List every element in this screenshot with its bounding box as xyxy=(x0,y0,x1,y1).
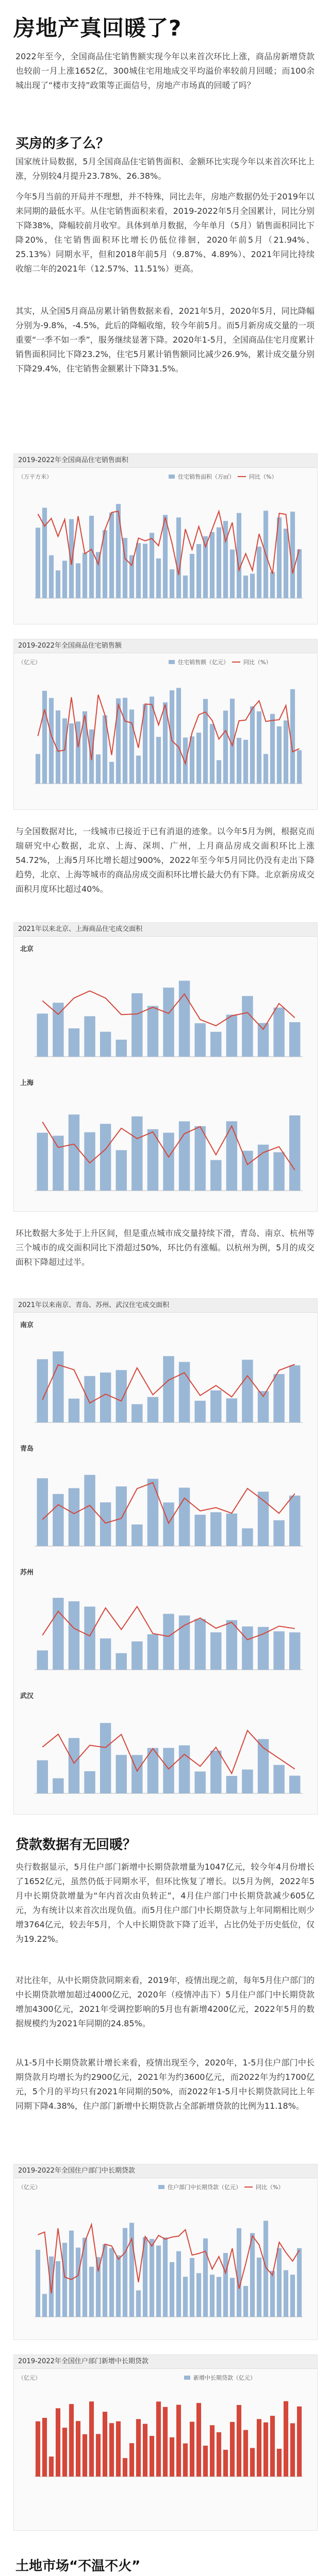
bar xyxy=(223,2253,228,2317)
bar-series xyxy=(37,1723,301,1793)
bar xyxy=(190,554,194,598)
bar xyxy=(190,2258,194,2317)
bar xyxy=(217,760,221,784)
legend-bar-label: 住宅销售额（亿元） xyxy=(178,659,229,666)
bar xyxy=(163,1133,174,1191)
bar xyxy=(62,718,67,784)
bar xyxy=(273,1631,284,1670)
bar xyxy=(190,736,194,784)
city-label-qingdao: 青岛 xyxy=(20,1445,34,1453)
bar xyxy=(242,1626,253,1670)
para-after-chart3: 环比数据大多处于上升区间，但是重点城市成交量持续下滑，青岛、南京、杭州等三个城市的成交面积同比下滑超过50%，环比仍有涨幅。以杭州为例，5月的成交面积下降超过过半。 xyxy=(15,1228,315,1267)
bar xyxy=(84,1132,95,1191)
bar xyxy=(123,2228,127,2317)
bar xyxy=(37,1650,48,1670)
bar xyxy=(163,515,168,598)
city-label-wuhan: 武汉 xyxy=(20,1692,34,1700)
bar xyxy=(56,2261,60,2317)
bar xyxy=(194,1771,205,1793)
bar-series xyxy=(37,1598,301,1670)
bar xyxy=(37,1133,48,1191)
bar xyxy=(170,2262,174,2317)
bar xyxy=(129,2443,134,2477)
bar xyxy=(230,2422,235,2477)
bar xyxy=(250,2233,255,2317)
bar xyxy=(277,726,282,784)
bar xyxy=(37,1478,48,1546)
chart-header: 2019-2022年全国住户部门中长期贷款 xyxy=(14,2164,317,2178)
bar xyxy=(290,2275,295,2317)
chart-svg-qingdao xyxy=(14,1453,317,1556)
bar xyxy=(49,555,54,598)
bar xyxy=(76,2421,80,2477)
bar-series xyxy=(37,1114,301,1191)
bar xyxy=(242,1151,253,1191)
bar xyxy=(270,2271,275,2317)
bar xyxy=(273,1008,284,1057)
bar xyxy=(273,1765,284,1793)
section1-para3: 其实，从全国5月商品房累计销售数据来看，2021年5月，2020年5月，同比降幅分别为-9.8%，-4.5%，此后的降幅收缩，较今年前5月。而5月新房成交量的一项重要“一季不如一季”，服务继续显著下降。2020年1-5月，全国商品住宅月度累计销售面积同比下降23.2%，住宅5月累计销售额同比减少26.9%，累计成交量分别下降29.4%，住宅销售金额累计下降31.5%。 xyxy=(15,306,315,374)
bar xyxy=(289,1632,300,1670)
bar xyxy=(131,1524,142,1546)
bar xyxy=(147,1006,158,1057)
bar xyxy=(183,575,188,598)
bar xyxy=(129,555,134,598)
city-label-nanjing: 南京 xyxy=(20,1321,34,1329)
bar xyxy=(170,2437,174,2477)
bar xyxy=(129,709,134,784)
city-label-shanghai: 上海 xyxy=(20,1079,34,1087)
bar xyxy=(242,996,253,1057)
bar xyxy=(257,2419,261,2477)
bar xyxy=(100,1638,111,1670)
article-title: 房地产真回暖了? xyxy=(13,15,182,41)
bar xyxy=(150,2436,154,2477)
bar xyxy=(196,733,201,784)
bar xyxy=(36,2250,40,2317)
bar xyxy=(284,529,288,598)
bar xyxy=(76,2248,80,2317)
bar xyxy=(210,1632,221,1670)
bar xyxy=(109,2248,114,2317)
chart-svg-wuhan xyxy=(14,1701,317,1804)
bar xyxy=(170,569,174,598)
bar xyxy=(116,1486,127,1546)
bar xyxy=(289,1776,300,1793)
bar xyxy=(147,1397,158,1422)
bar xyxy=(210,1391,221,1422)
bar xyxy=(176,2251,181,2317)
bar xyxy=(156,2401,161,2477)
bar xyxy=(131,1404,142,1422)
bar xyxy=(250,2448,255,2477)
bar xyxy=(194,1619,205,1670)
bar xyxy=(277,2248,282,2317)
bar xyxy=(136,543,141,598)
bar xyxy=(109,513,114,598)
legend-bar-label: 新增中长期贷款（亿元） xyxy=(193,2375,256,2381)
bar xyxy=(53,1598,63,1670)
legend-bar-label: 住户部门中长期贷款（亿元） xyxy=(168,2184,241,2191)
bar xyxy=(223,2450,228,2477)
chart-svg xyxy=(14,2374,317,2528)
bar xyxy=(131,993,142,1057)
bar xyxy=(89,2267,94,2317)
bar xyxy=(116,699,121,784)
bar xyxy=(273,1152,284,1191)
bar-series xyxy=(36,2221,302,2317)
bar xyxy=(62,2428,67,2477)
chart-housing-area xyxy=(13,453,318,624)
bar xyxy=(69,723,74,784)
chart-svg-beijing xyxy=(14,954,317,1077)
bar xyxy=(69,1028,79,1057)
bar xyxy=(147,1479,158,1546)
bar xyxy=(289,1365,300,1422)
bar xyxy=(194,1126,205,1191)
bar xyxy=(69,1488,79,1546)
bar xyxy=(226,1776,237,1793)
bar xyxy=(196,2403,201,2477)
bar xyxy=(273,1374,284,1422)
bar xyxy=(69,1114,79,1191)
bar-series xyxy=(37,1351,301,1422)
legend-line-label: 同比（%） xyxy=(256,2184,284,2191)
bar xyxy=(258,1023,269,1057)
bar xyxy=(270,2416,275,2477)
bar xyxy=(156,558,161,598)
bar xyxy=(69,1601,79,1670)
bar xyxy=(136,756,141,784)
bar xyxy=(194,1023,205,1057)
bar xyxy=(242,1360,253,1422)
bar xyxy=(297,750,302,784)
bar xyxy=(163,1614,174,1670)
section-title-buying: 买房的多了么？ xyxy=(15,136,110,151)
bar xyxy=(196,2273,201,2317)
bar xyxy=(37,1013,48,1057)
bar xyxy=(163,1356,174,1422)
bar xyxy=(129,2223,134,2317)
bar xyxy=(116,2421,121,2477)
bar xyxy=(237,2405,241,2477)
bar xyxy=(136,2291,141,2317)
bar xyxy=(297,2406,302,2477)
bar xyxy=(89,516,94,598)
bar xyxy=(196,544,201,598)
bar xyxy=(82,553,87,598)
bar xyxy=(42,691,47,784)
bar xyxy=(242,1528,253,1546)
bar xyxy=(131,1116,142,1191)
bar xyxy=(69,519,74,598)
chart-loans-new xyxy=(13,2354,318,2531)
bar xyxy=(217,2277,221,2317)
bar xyxy=(170,690,174,784)
chart-four-cities xyxy=(13,1298,318,1815)
bar xyxy=(223,710,228,784)
bar xyxy=(179,1488,190,1546)
bar xyxy=(56,570,60,598)
chart-unit: （亿元） xyxy=(18,2184,41,2191)
bar xyxy=(49,2456,54,2477)
bar xyxy=(179,1362,190,1422)
bar xyxy=(210,1032,221,1057)
bar xyxy=(226,1121,237,1191)
bar xyxy=(131,1641,142,1670)
bar xyxy=(210,2425,214,2477)
bar xyxy=(289,1022,300,1057)
legend-bar-label: 住宅销售面积（万㎡） xyxy=(178,473,235,480)
chart-housing-sales xyxy=(13,639,318,810)
bar xyxy=(163,1502,174,1546)
bar xyxy=(217,528,221,598)
chart-unit: （亿元） xyxy=(18,659,41,666)
bar xyxy=(270,572,275,598)
bar xyxy=(96,754,101,784)
bar xyxy=(123,2458,127,2477)
bar xyxy=(176,2405,181,2477)
bar xyxy=(100,1372,111,1422)
bar xyxy=(116,504,121,598)
bar xyxy=(290,689,295,784)
bar xyxy=(176,688,181,784)
bar xyxy=(210,2275,214,2317)
bar xyxy=(116,1040,127,1057)
bar xyxy=(163,1748,174,1793)
bar xyxy=(163,988,174,1057)
bar xyxy=(179,981,190,1057)
bar xyxy=(163,2407,168,2477)
bar xyxy=(284,720,288,784)
bar xyxy=(270,714,275,784)
bar xyxy=(210,1160,221,1191)
chart-header: 2019-2022年全国商品住宅销售面积 xyxy=(14,454,317,468)
bar xyxy=(176,517,181,598)
bar xyxy=(82,2434,87,2477)
bar xyxy=(100,1723,111,1793)
bar xyxy=(100,1124,111,1191)
bar xyxy=(103,2244,107,2317)
bar xyxy=(36,754,40,784)
bar xyxy=(76,721,80,784)
bar-series xyxy=(36,2401,302,2477)
bar xyxy=(210,1751,221,1793)
para-loans-3: 从1-5月中长期贷款累计增长来看，疫情出现至今，2020年，1-5月住户部门中长期贷款月均增长为约2900亿元，2021年为约3600亿元，而2022年为约1700亿元，5个月的平均只有2021年同期的50%，而2022年1-5月中长期贷款同比上年同期下降4.38%，住户部门新增中长期贷款占全部新增贷款的比例为11.18%。 xyxy=(15,2058,315,2111)
bar xyxy=(49,698,54,784)
city-label-beijing: 北京 xyxy=(20,945,34,953)
bar xyxy=(150,533,154,598)
bar xyxy=(143,544,147,598)
chart-header: 2021年以来北京、上海商品住宅成交面积 xyxy=(14,923,317,937)
chart-svg xyxy=(14,655,317,809)
bar xyxy=(103,2412,107,2477)
para-after-chart2: 与全国数据对比，一线城市已接近于已有消退的迹象。以今年5月为例，根据克而瑞研究中心数据，北京、上海、深圳、广州，上月商品房成交面积环比上涨54.72%，上海5月环比增长超过900%，2022年至今年5月同比仍没有走出下降趋势，北京、上海等城市的商品房成交面积环比增长最大仍有下降。北京新房成交面积月度环比超过40%。 xyxy=(15,826,315,894)
bar xyxy=(150,2239,154,2317)
bar xyxy=(183,2277,188,2317)
bar xyxy=(156,2246,161,2317)
chart-svg xyxy=(14,2183,317,2337)
bar xyxy=(76,563,80,598)
bar xyxy=(156,737,161,784)
bar xyxy=(226,1514,237,1546)
bar xyxy=(237,2228,241,2317)
bar xyxy=(203,2239,208,2317)
bar xyxy=(89,2401,94,2477)
bar xyxy=(226,1398,237,1422)
bar xyxy=(62,2243,67,2317)
bar xyxy=(69,1738,79,1793)
bar xyxy=(203,2446,208,2477)
bar xyxy=(210,724,214,784)
bar xyxy=(84,1606,95,1670)
bar xyxy=(116,1755,127,1793)
bar xyxy=(263,2422,268,2477)
bar xyxy=(250,574,255,598)
bar xyxy=(230,550,235,598)
chart-svg xyxy=(14,469,317,624)
bar xyxy=(179,1745,190,1793)
bar xyxy=(53,1136,63,1191)
bar-series xyxy=(36,688,302,784)
bar xyxy=(226,1620,237,1670)
bar xyxy=(243,2430,248,2477)
bar xyxy=(123,698,127,784)
chart-header: 2021年以来南京、青岛、苏州、武汉住宅成交面积 xyxy=(14,1299,317,1313)
chart-svg-suzhou xyxy=(14,1577,317,1680)
bar xyxy=(116,2256,121,2317)
bar xyxy=(163,2238,168,2317)
bar xyxy=(69,2231,74,2317)
bar xyxy=(109,762,114,784)
bar xyxy=(42,2294,47,2317)
bar xyxy=(210,1512,221,1546)
bar xyxy=(243,740,248,784)
bar xyxy=(36,528,40,598)
bar xyxy=(194,1515,205,1546)
bar-series xyxy=(37,1475,301,1546)
bar xyxy=(210,532,214,598)
bar xyxy=(242,1770,253,1793)
chart-bj-sh xyxy=(13,922,318,1212)
bar xyxy=(289,1115,300,1191)
legend-line-label: 同比（%） xyxy=(243,659,272,666)
bar xyxy=(289,1496,300,1546)
bar xyxy=(257,711,261,784)
legend-line-label: 同比（%） xyxy=(249,473,277,480)
chart-svg-nanjing xyxy=(14,1330,317,1433)
bar xyxy=(143,2424,147,2477)
bar xyxy=(183,2444,188,2477)
bar xyxy=(53,1351,63,1422)
section-title-land: 土地市场“不温不火” xyxy=(15,2558,141,2574)
bar xyxy=(297,2248,302,2317)
bar xyxy=(243,575,248,598)
chart-header: 2019-2022年全国住户部门新增中长期贷款 xyxy=(14,2355,317,2369)
bar xyxy=(277,2449,282,2477)
bar xyxy=(226,1015,237,1057)
bar xyxy=(230,2278,235,2317)
bar xyxy=(136,2419,141,2477)
city-label-suzhou: 苏州 xyxy=(20,1569,34,1577)
para-loans-1: 央行数据显示，5月住户部门新增中长期贷款增量为1047亿元，较今年4月份增长了1652亿元，虽然仍低于同期水平，但环比恢复了增长。以5月为例，2022年5月中长期贷款增量为“年内首次由负转正”，4月住户部门中长期贷款减少605亿元，为有统计以来首次出现负值。而5月住户部门中长期贷款与上年同期相比则少增3764亿元，较去年5月，个人中长期贷款下降了近半，占比仍处于历史低位，仅为19.22%。 xyxy=(15,1862,315,1944)
section1-para2: 今年5月当前的开局并不理想，并不特殊，同比去年，房地产数据仍处于2019年以来同期的最低水平。从住宅销售面积来看，2019-2022年5月全国累计，同比分别下降38%，降幅较前月收窄。具体到单月数据，今年单月（5月）销售面积同比下降20%，住宅销售面积环比增长仍低位徘徊，2020年前5月（21.94%、25.13%）同期水平，但和2018年前5月（9.87%、4.89%）、2021年同比持续收缩二年的2021年（12.57%、11.51%）更高。 xyxy=(15,192,315,274)
bar-series xyxy=(36,504,302,598)
bar xyxy=(84,1016,95,1057)
bar xyxy=(116,1653,127,1670)
bar-series xyxy=(37,981,301,1057)
bar xyxy=(273,1520,284,1546)
bar xyxy=(53,1778,63,1793)
bar xyxy=(56,2408,60,2477)
bar xyxy=(250,706,255,784)
bar xyxy=(69,1399,79,1422)
bar xyxy=(49,2257,54,2317)
bar xyxy=(42,2418,47,2477)
chart-header: 2019-2022年全国商品住宅销售额 xyxy=(14,639,317,653)
bar xyxy=(96,552,101,598)
bar xyxy=(100,1032,111,1057)
section-title-loans: 贷款数据有无回暖？ xyxy=(15,1837,137,1853)
bar xyxy=(263,754,268,784)
bar xyxy=(84,1771,95,1793)
bar xyxy=(284,2270,288,2317)
bar xyxy=(96,2434,101,2477)
bar xyxy=(100,1502,111,1546)
chart-unit: （万平方米） xyxy=(18,473,52,480)
bar xyxy=(37,1760,48,1793)
para-loans-2: 对比往年，从中长期贷款同期来看，2019年，疫情出现之前，每年5月住户部门的中长期贷款增加超过4000亿元，2020年（疫情冲击下）5月住户部门中长期贷款增加4300亿元，2021年受调控影响的5月也有新增4200亿元，2022年5月的数据规模约为2021年同期的24.85%。 xyxy=(15,1975,315,2028)
intro-paragraph: 2022年至今，全国商品住宅销售额实现今年以来首次环比上涨，商品房新增贷款也较前一月上涨1652亿，300城住宅用地成交平均溢价率较前月回暖；而100余城出现了“楼市支持”政策等正面信号，房地产市场真的回暖了吗？ xyxy=(15,52,315,90)
bar xyxy=(194,1401,205,1422)
bar xyxy=(217,2432,221,2477)
bar xyxy=(116,1150,127,1191)
bar xyxy=(109,2423,114,2477)
chart-loans-total xyxy=(13,2164,318,2340)
section1-para1: 国家统计局数据，5月全国商品住宅销售面积、金额环比实现今年以来首次环比上涨，分别较4月提升23.78%、26.38%。 xyxy=(15,157,315,181)
bar xyxy=(36,2421,40,2477)
bar xyxy=(42,508,47,598)
bar xyxy=(69,2404,74,2477)
bar xyxy=(62,561,67,598)
bar xyxy=(257,2258,261,2317)
bar xyxy=(53,1494,63,1546)
chart-svg-shanghai xyxy=(14,1088,317,1211)
bar xyxy=(243,2286,248,2317)
bar xyxy=(190,2422,194,2477)
bar xyxy=(257,547,261,598)
bar xyxy=(284,2401,288,2477)
chart-unit: （亿元） xyxy=(18,2375,41,2381)
bar xyxy=(84,1376,95,1422)
bar xyxy=(290,2424,295,2477)
bar xyxy=(237,738,241,784)
bar xyxy=(147,1634,158,1670)
bar xyxy=(116,1370,127,1422)
